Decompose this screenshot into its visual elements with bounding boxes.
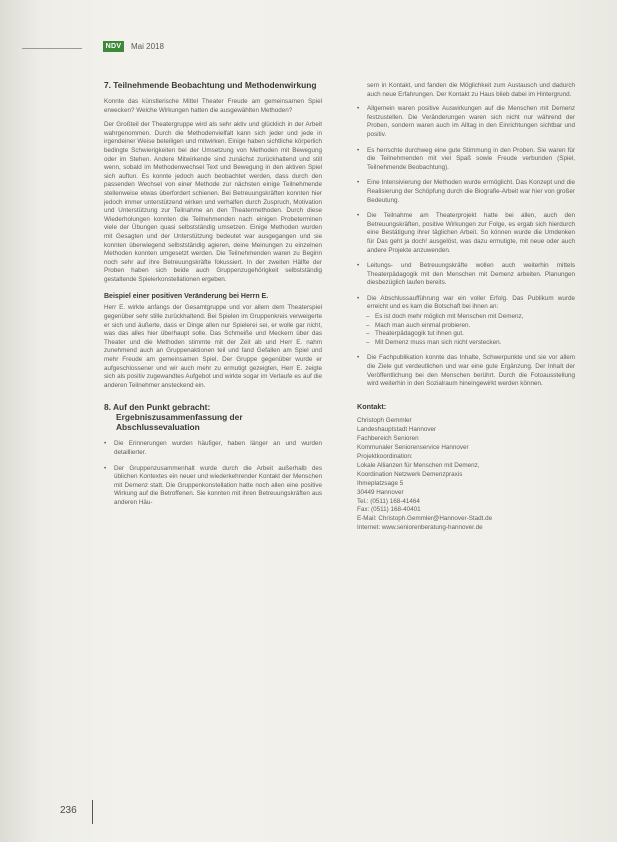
- list-item: • Allgemein waren positive Auswirkungen auf die Menschen mit Demenz festzustellen. Die Veränderungen waren sich nicht nur während der Proben, sondern waren auch im Alltag in den Einrichtungen sichtbar und positiv.: [357, 105, 575, 139]
- contact-line: Projektkoordination:: [357, 453, 413, 461]
- section7-title: 7. Teilnehmende Beobachtung und Methodenwirkung: [104, 80, 317, 90]
- contact-line: Fachbereich Senioren: [357, 435, 419, 443]
- page-number: 236: [60, 805, 77, 816]
- dash-item: – Mach man auch einmal probieren.: [357, 322, 575, 331]
- list-item: • Die Abschlussaufführung war ein voller Erfolg. Das Publikum wurde erreicht und es kam die Botschaft bei ihnen an:: [357, 295, 575, 312]
- contact-line: Landeshauptstadt Hannover: [357, 426, 437, 434]
- contact-heading: Kontakt:: [357, 401, 387, 411]
- example-heading: Beispiel einer positiven Veränderung bei Herrn E.: [104, 293, 269, 301]
- results-list-continued: [357, 105, 575, 312]
- contact-line: Kommunaler Seniorenservice Hannover: [357, 444, 469, 452]
- email-link[interactable]: E-Mail: Christoph.Gemmler@Hannover-Stadt.de: [357, 515, 493, 523]
- list-item: • Die Fachpublikation konnte das Inhalte, Schwerpunkte und sie vor allem die Ziele gut verdeutlichen und war eine gute Ergänzung. Der Inhalt der Veröffentlichung bei den Menschen berührt. Durch die Fotoausstellung wird weiterhin in den Sozialraum hineingewirkt werden können.: [357, 354, 575, 388]
- contact-block: [357, 417, 575, 533]
- results-list: [104, 440, 322, 507]
- paragraph: Konnte das künstlerische Mittel Theater Freude am gemeinsamen Spiel erwecken? Welche Wirkungen hatten die ausgewählten Methoden?: [104, 98, 322, 114]
- page-number-rule: [92, 800, 93, 824]
- dash-item: – Theaterpädagogik tut ihnen gut.: [357, 330, 575, 339]
- audience-messages: [357, 313, 575, 347]
- list-item: • Der Gruppenzusammenhalt wurde durch die Arbeit außerhalb des üblichen Kontextes ein neuer und wiederkehrender Kontakt der Menschen mit Demenz statt. Die Gruppenkonstellation hatte noch allen eine positive Wirkung auf die Betroffenen. Sie konnten mit ihren Betreuungskräften aus anderen Häu-: [104, 465, 322, 508]
- journal-badge: NDV: [103, 41, 124, 52]
- header-rule: [22, 48, 82, 49]
- contact-line: Ihmeplatzsage 5: [357, 479, 404, 487]
- list-item: • Die Teilnahme am Theaterprojekt hatte bei allen, auch den Betreuungskräften, positive Wirkungen zur Folge, es ergab sich hierdurch eine Bestätigung ihrer täglichen Arbeit. So können wurde die Umdenken für Das geht ja doch! ausgelöst, was dazu ermutigte, mit neue oder auch andere Projekte anzuwenden.: [357, 212, 575, 255]
- contact-line: 30449 Hannover: [357, 488, 404, 496]
- list-item: • Eine Intensivierung der Methoden wurde ermöglicht. Das Konzept und die Realisierung der Schöpfung durch die Biografie-Arbeit war hier von großer Bedeutung.: [357, 179, 575, 205]
- list-item: • Es herrschte durchweg eine gute Stimmung in den Proben. Sie waren für die Teilnehmenden mit viel Spaß sowie Freude verbunden (Spiel, Teilnehmende Beobachtung).: [357, 147, 575, 173]
- paragraph-continuation: sern in Kontakt, und fanden die Möglichkeit zum Austausch und dadurch auch neue Erfahrungen. Der Kontakt zu Haus blieb dabei im Hintergrund.: [367, 82, 575, 98]
- dash-item: – Es ist doch mehr möglich mit Menschen mit Demenz,: [357, 313, 575, 322]
- final-list: [357, 354, 575, 388]
- right-column: [357, 82, 575, 533]
- contact-line: Koordination Netzwerk Demenzpraxis: [357, 470, 463, 478]
- contact-line: Fax: (0511) 168-40401: [357, 506, 421, 514]
- dash-item: – Mit Demenz muss man sich nicht verstecken.: [357, 339, 575, 348]
- paragraph: Der Großteil der Theatergruppe wird als sehr aktiv und glücklich in der Arbeit wahrgenommen. Durch die Methodenvielfalt kann sich jeder und jede in irgendeiner Weise beteiligen und mitwirken. Einige haben sichtliche körperlich bedingte Schwierigkeiten bei der Umsetzung von Methoden mit Bewegung oder im Stehen. Andere Mitwirkende sind zunächst zurückhaltend und still wenn, sobald im Methodenwechsel Text und Bewegung in den aktiven Spiel sich auftun. Es konnte jedoch auch beobachtet werden, dass durch den passenden Wechsel von einer Methode zur nächsten einige Teilnehmende stellenweise etwas überfordert schienen. Bei Betreuungskräften konnten hier jedoch immer unterstützend wirken und verhalfen durch Zuspruch, Motivation und Unterstützung zur Teilnahme an den Theatermethoden. Durch diese Wiederholungen konnten die Teilnehmenden nach einigen Probeterminen viele der Übungen quasi selbstständig umsetzen. Einige Methoden wurden mit Gesagten und der Unterstützung bedeutet war ausgegangen und sie konnten überwiegend selbstständig agieren, deine Meinungen zu einzelnen Methoden konnten umgesetzt werden. Die Teilnehmenden waren zu Beginn noch sehr auf ihre Betreuungskräfte fokussiert. In der zweiten Hälfte der Proben haben sich beide auch Gruppenzugehörigkeit selbstständig gestaltende Spielerkonstellationen ergeben.: [104, 121, 322, 283]
- website-link[interactable]: Internet: www.seniorenberatung-hannover.de: [357, 524, 483, 532]
- contact-line: Lokale Allianzen für Menschen mit Demenz,: [357, 461, 480, 469]
- list-item: • Leitungs- und Betreuungskräfte wollen auch weiterhin mittels Theaterpädagogik mit den Menschen mit Demenz arbeiten. Planungen diesbezüglich laufen bereits.: [357, 262, 575, 288]
- left-column: [104, 80, 322, 515]
- list-item: • Die Erinnerungen wurden häufiger, haben länger an und wurden detaillierter.: [104, 440, 322, 457]
- contact-line: Christoph Gemmler: [357, 417, 412, 425]
- contact-line: Tel.: (0511) 168-41464: [357, 497, 420, 505]
- paragraph: Herr E. wirkte anfangs der Gesamtgruppe und vor allem dem Theaterspiel gegenüber sehr stille zurückhaltend. Bei Spielen im Gruppenkreis verweigerte er sich und äußerte, dass er Dinge allen nur Spielerei sei, er wolle gar nicht, was das alles hier überhaupt solle. Das Schmeiße und Meckern über das Theater und die Methoden stimmte mit der Zeit ab und Herr E. nahm zunehmend auch an Gruppenaktionen teil und fand Gefallen am Spiel und mehr Freude am gemeinsamen Spiel. Der Gruppe gegenüber wurde er aufgeschlossener und wir auch mehr zu ermutigt gezeigten, Herr E. zeigte sich als positiv zugewandtes Aufgebot und wirkte sogar im Verlaufe es auf die anderen Teilnehmer ansteckend ein.: [104, 304, 322, 389]
- section8-title: 8. Auf den Punkt gebracht: Ergebniszusammenfassung der Abschlussevaluation: [104, 402, 243, 433]
- issue-date: Mai 2018: [131, 42, 164, 51]
